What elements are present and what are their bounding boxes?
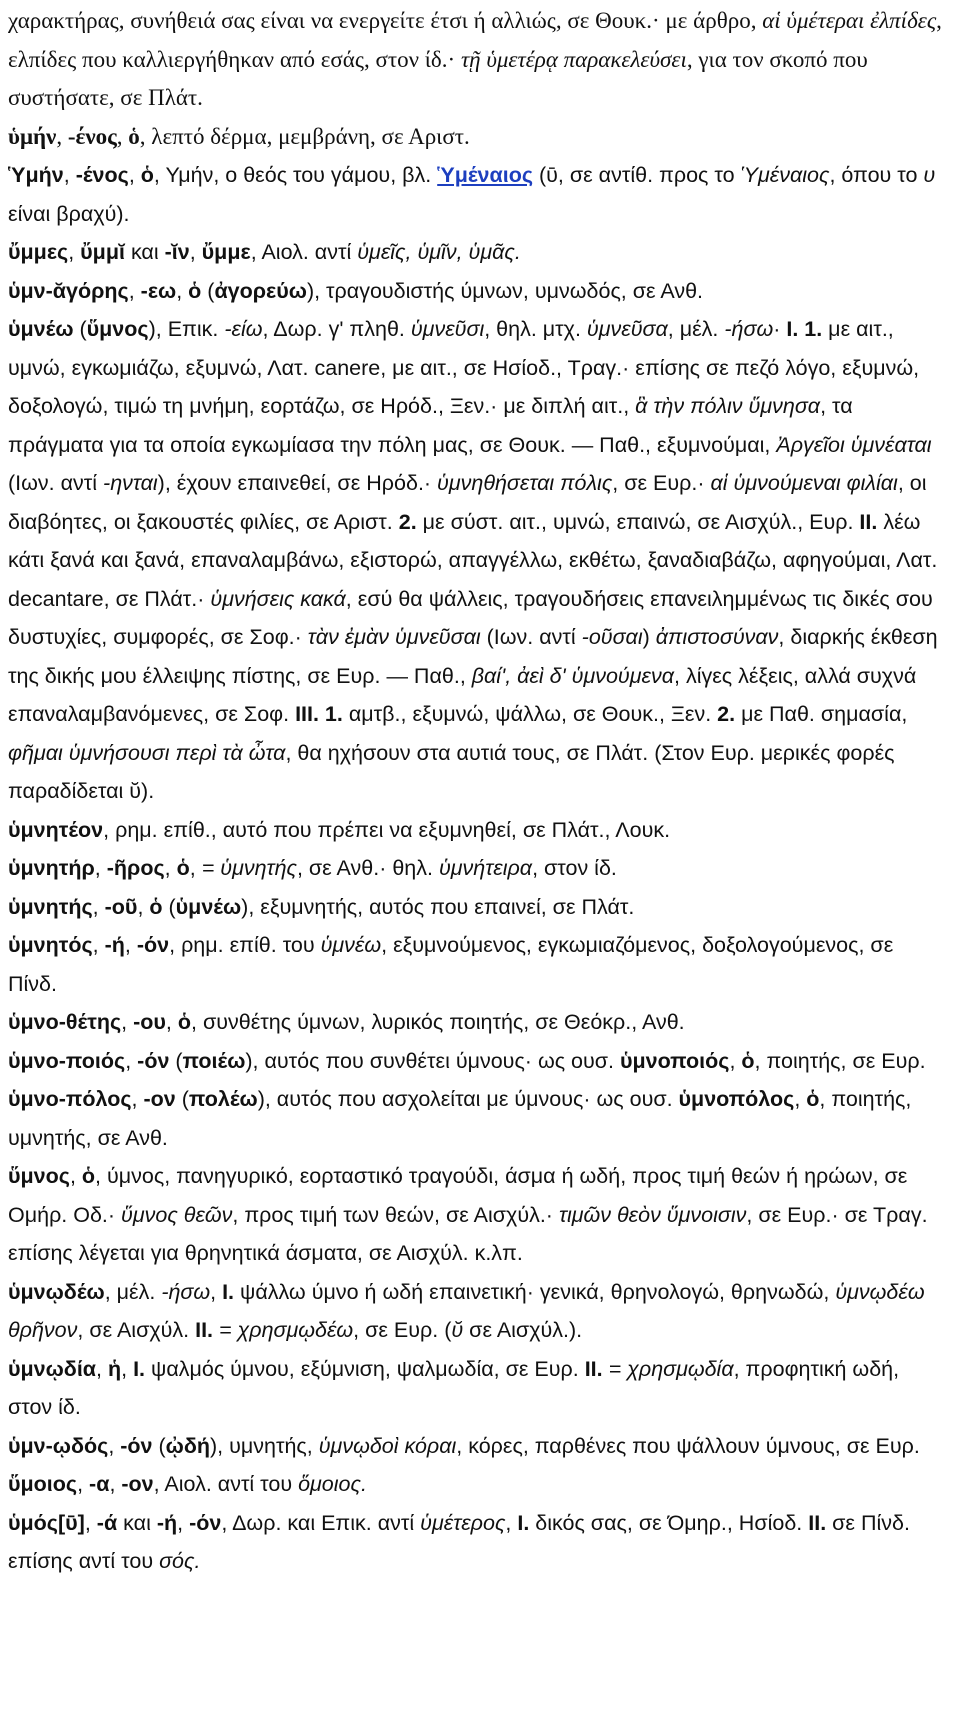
- entry-text: ,: [56, 123, 68, 149]
- entry-text: με Παθ. σημασία,: [735, 702, 908, 726]
- entry-text: , εξυμνούμενος, εγκωμιαζόμενος, δοξολογούμενος, σε Πίνδ.: [8, 933, 894, 996]
- dictionary-entry: [8, 926, 946, 1003]
- entry-text: , κόρες, παρθένες που ψάλλουν ύμνους, σε Ευρ.: [456, 1433, 920, 1458]
- entry-text: με σύστ. αιτ., υμνώ, επαινώ, σε Αισχύλ., Ευρ.: [416, 509, 860, 534]
- dictionary-entry: [8, 118, 946, 157]
- entry-quote: σός.: [159, 1549, 201, 1573]
- entry-text: ,: [131, 1087, 144, 1111]
- entry-text: ,: [77, 1472, 90, 1496]
- entry-text: ,: [121, 1010, 134, 1034]
- entry-text: ), εξυμνητής, αυτός που επαινεί, σε Πλάτ.: [241, 894, 635, 919]
- entry-quote: -ηνται: [103, 471, 158, 495]
- entry-text: , ποιητής, υμνητής, σε Ανθ.: [8, 1087, 912, 1150]
- entry-text: , λίγες λέξεις, αλλά συχνά επαναλαμβανόμενες, σε Σοφ.: [8, 663, 917, 726]
- entry-text: , Αιολ. αντί του: [153, 1472, 299, 1496]
- entry-headword: -όν: [136, 933, 170, 957]
- entry-headword: II.: [808, 1510, 827, 1535]
- entry-text: ,: [189, 240, 202, 264]
- entry-text: (: [152, 1433, 166, 1458]
- entry-text: , στον ίδ.: [532, 856, 617, 880]
- dictionary-entry: [8, 1080, 946, 1157]
- entry-headword: -ον: [121, 1472, 154, 1496]
- entry-quote: ὑμνῳδοὶ κόραι: [318, 1433, 457, 1458]
- entry-quote: υ: [923, 163, 936, 187]
- entry-headword: ὁ: [140, 163, 154, 187]
- entry-text: , σε Ανθ.· θηλ.: [296, 856, 439, 880]
- entry-text: ,: [116, 123, 129, 149]
- entry-headword: ἀγορεύω: [214, 278, 307, 303]
- dictionary-entry: [8, 1003, 946, 1042]
- entry-text: , ρημ. επίθ. του: [169, 933, 321, 957]
- entry-headword: II.: [195, 1318, 214, 1342]
- entry-text: (: [201, 278, 215, 303]
- entry-quote: αἱ ὑμέτεραι ἐλπίδες: [762, 8, 937, 33]
- entry-text: , Αιολ. αντί: [250, 240, 358, 264]
- entry-text: , λεπτό δέρμα, μεμβράνη, σε Αριστ.: [139, 123, 470, 149]
- entry-headword: ὁ: [188, 278, 202, 303]
- dictionary-entry: [8, 156, 946, 233]
- entry-text: , οι διαβόητες, οι ξακουστές φιλίες, σε Αριστ.: [8, 471, 927, 534]
- entry-text: , Δωρ. και Επικ. αντί: [221, 1510, 421, 1535]
- entry-text: σε Πίνδ. επίσης αντί του: [8, 1510, 910, 1573]
- entry-text: , σε Ευρ.·: [612, 471, 711, 495]
- entry-quote: -οῦσαι: [581, 625, 643, 649]
- entry-text: , ρημ. επίθ., αυτό που πρέπει να εξυμνηθεί, σε Πλάτ., Λουκ.: [103, 817, 671, 842]
- entry-text: (ῡ, σε αντίθ. προς το: [533, 163, 741, 187]
- entry-text: ,: [92, 894, 105, 919]
- entry-headword: 2.: [398, 509, 417, 534]
- entry-text: ,: [177, 1510, 190, 1535]
- entry-headword: ᾠδή: [165, 1433, 210, 1458]
- entry-text: ,: [164, 856, 177, 880]
- entry-text: (: [169, 1048, 183, 1073]
- entry-text: (Ιων. αντί: [8, 471, 104, 495]
- entry-headword: II.: [584, 1356, 603, 1381]
- entry-quote: τὰν ἐμὰν ὑμνεῦσαι: [307, 625, 481, 649]
- entry-headword: -όν: [120, 1433, 153, 1458]
- entry-quote: -ήσω: [724, 317, 774, 341]
- entry-quote: ἀπιστοσύναν: [655, 625, 779, 649]
- entry-quote: Ἀργεῖοι ὑμνέαται: [776, 432, 932, 457]
- entry-headword: I.: [517, 1510, 530, 1535]
- entry-headword: -ῆρος: [106, 856, 165, 880]
- entry-headword: ὔμμῐ: [80, 240, 125, 264]
- entry-headword: ποιέω: [182, 1048, 246, 1073]
- entry-headword: ὁ: [806, 1087, 820, 1111]
- entry-quote: ὑμεῖς, ὑμῖν, ὑμᾶς.: [357, 240, 521, 264]
- entry-headword: -ῐν: [164, 240, 190, 264]
- entry-quote: = χρησμῳδέω: [219, 1318, 354, 1342]
- entry-quote: ὑμνηθήσεται πόλις: [437, 471, 613, 495]
- entry-headword: ὑμν-ῳδός: [8, 1433, 109, 1458]
- entry-quote: αἱ ὑμνούμεναι φιλίαι: [710, 471, 898, 495]
- entry-text: ψάλλω ύμνο ή ωδή επαινετική· γενικά, θρηνολογώ, θρηνωδώ,: [234, 1279, 836, 1304]
- entry-headword: -όν: [137, 1048, 170, 1073]
- entry-headword: Ὑμήν: [8, 163, 64, 187]
- entry-headword: -ένος: [75, 163, 129, 187]
- entry-text: , για τον σκοπό που συστήσατε, σε Πλάτ.: [8, 46, 868, 110]
- entry-quote: = ὑμνητής: [201, 856, 297, 880]
- entry-headword: I.: [133, 1356, 146, 1381]
- entry-headword: ὑμνο-πόλος: [8, 1087, 132, 1111]
- entry-headword: ὑμνοποιός: [620, 1048, 730, 1073]
- entry-text: ,: [137, 894, 150, 919]
- entry-text: ψαλμός ύμνου, εξύμνιση, ψαλμωδία, σε Ευρ.: [145, 1356, 585, 1381]
- entry-headword: ὁ: [177, 1010, 192, 1034]
- entry-text: ), αυτός που συνθέτει ύμνους· ως ουσ.: [245, 1048, 620, 1073]
- entry-headword: -ου: [133, 1010, 166, 1034]
- entry-headword: ἡ: [107, 1356, 122, 1381]
- entry-text: ,: [729, 1048, 742, 1073]
- entry-headword: ὑμνοπόλος: [678, 1087, 795, 1111]
- entry-headword: ὑμνητός: [8, 933, 93, 957]
- entry-text: , μέλ.: [104, 1279, 162, 1304]
- entry-text: λέω κάτι ξανά και ξανά, επαναλαμβάνω, εξιστορώ, απαγγέλλω, εκθέτω, ξαναδιαβάζω, αφηγούμαι, Λατ. decantare, σε Πλάτ.·: [8, 509, 938, 611]
- entry-headword: ὁ: [149, 894, 163, 919]
- entry-headword: ὁ: [128, 123, 140, 149]
- entry-headword: ὑμνητήρ: [8, 856, 95, 880]
- entry-text: , σε Ευρ. (: [353, 1318, 452, 1342]
- entry-quote: τιμῶν θεὸν ὕμνοισιν: [558, 1202, 747, 1227]
- entry-headword: -ένος: [67, 123, 117, 149]
- entry-text: αμτβ., εξυμνώ, ψάλλω, σε Θουκ., Ξεν.: [342, 702, 718, 726]
- entry-text: , ύμνος, πανηγυρικό, εορταστικό τραγούδι, άσμα ή ωδή, προς τιμή θεών ή ηρώων, σε Ομήρ. Οδ.·: [8, 1164, 908, 1227]
- entry-text: χαρακτήρας, συνήθειά σας είναι να ενεργείτε έτσι ή αλλιώς, σε Θουκ.· με άρθρο,: [8, 8, 763, 33]
- entry-text: , σε Ευρ.· σε Τραγ. επίσης λέγεται για θρηνητικά άσματα, σε Αισχύλ. κ.λπ.: [8, 1202, 928, 1265]
- entry-headword: ὔμμε: [201, 240, 251, 264]
- entry-headword: ὑμνητής: [8, 894, 93, 919]
- entry-headword: ὑμνο-ποιός: [8, 1048, 126, 1073]
- entry-quote: τῇ ὑμετέρᾳ παρακελεύσει: [460, 46, 687, 72]
- entry-headword: -εω: [140, 278, 177, 303]
- entry-text: ): [642, 625, 656, 649]
- entry-headword: ὑμνητέον: [8, 817, 104, 842]
- entry-text: ,: [94, 856, 107, 880]
- entry-text: ,: [210, 1279, 223, 1304]
- entry-text: ,: [165, 1010, 178, 1034]
- entry-headword: ὑμνέω: [8, 317, 74, 341]
- entry-text: , προφητική ωδή, στον ίδ.: [8, 1356, 900, 1419]
- entry-quote: -είω: [224, 317, 263, 341]
- dictionary-entry: [8, 1042, 946, 1081]
- entry-text: ,: [125, 1048, 138, 1073]
- entry-headword: -όν: [189, 1510, 222, 1535]
- entry-text: ,: [124, 933, 137, 957]
- entry-headword: ὁ: [741, 1048, 755, 1073]
- entry-text: , θηλ. μτχ.: [484, 317, 587, 341]
- entry-headword: 2.: [717, 702, 736, 726]
- dictionary-entry: [8, 233, 946, 272]
- entry-text: ,: [63, 163, 76, 187]
- entry-text: ,: [109, 1472, 122, 1496]
- entry-headword: ὑμν-ᾰγόρης: [8, 278, 129, 303]
- entry-text: είναι βραχύ).: [8, 201, 130, 226]
- dictionary-entry: [8, 1157, 946, 1273]
- dictionary-entry: [8, 1504, 946, 1581]
- entry-headword: II.: [859, 509, 878, 534]
- entry-headword: ὑμνο-θέτης: [8, 1010, 122, 1034]
- dictionary-entry: [8, 310, 946, 811]
- entry-headword: ὑμός[ῡ]: [8, 1510, 85, 1535]
- entry-text: , μέλ.: [667, 317, 725, 341]
- entry-quote: = χρησμῳδία: [608, 1356, 734, 1381]
- entry-text: ), αυτός που ασχολείται με ύμνους· ως ουσ.: [257, 1087, 679, 1111]
- entry-text: ,: [96, 1356, 108, 1381]
- entry-text: σε Αισχύλ.).: [463, 1318, 583, 1342]
- entry-headword: ὑμνῳδέω: [8, 1279, 105, 1304]
- entry-text: , εσύ θα ψάλλεις, τραγουδήσεις επανειλημμένως τις δικές σου δυστυχίες, συμφορές, σε Σοφ.·: [8, 586, 933, 649]
- entry-headword: -α: [89, 1472, 110, 1496]
- entry-quote: βαί', ἀεὶ δ' ὑμνούμενα: [471, 663, 674, 688]
- entry-headword: -ή: [156, 1510, 178, 1535]
- entry-text: , διαρκής έκθεση της δικής μου έλλειψης πίστης, σε Ευρ. — Παθ.,: [8, 625, 938, 688]
- entry-text: ), υμνητής,: [210, 1433, 319, 1458]
- entry-headword: πολέω: [188, 1087, 258, 1111]
- entry-text: , Υμήν, ο θεός του γάμου, βλ.: [153, 163, 438, 187]
- entry-headword: ὕμνος: [8, 1164, 70, 1188]
- dictionary-entry: [8, 849, 946, 888]
- entry-text: , τα πράγματα για τα οποία εγκωμίασα την πόλη μας, σε Θουκ. — Παθ., εξυμνούμαι,: [8, 394, 853, 457]
- entry-quote: ἃ τὴν πόλιν ὕμνησα: [635, 394, 821, 418]
- dictionary-entry: [8, 272, 946, 311]
- entry-text: με αιτ., υμνώ, εγκωμιάζω, εξυμνώ, Λατ. canere, με αιτ., σε Ησίοδ., Τραγ.· επίσης σε πεζό λόγο, εξυμνώ, δοξολογώ, τιμώ τη μνήμη, εορτάζω, σε Ηρόδ., Ξεν.· με διπλή αιτ.,: [8, 317, 920, 418]
- entry-headword: ὔμμες: [8, 240, 69, 264]
- entry-headword: III. 1.: [295, 702, 343, 726]
- entry-headword: ὑμνῳδία: [8, 1356, 97, 1381]
- entry-text: , όπου το: [829, 163, 924, 187]
- entry-text: ,: [84, 1510, 97, 1535]
- entry-text: δικός σας, σε Όμηρ., Ησίοδ.: [529, 1510, 809, 1535]
- entry-text: ,: [176, 278, 189, 303]
- entry-headword: ὁ: [176, 856, 190, 880]
- entry-quote: ὕμνος θεῶν: [121, 1202, 233, 1227]
- entry-quote: ὑμνέω: [320, 933, 382, 957]
- entry-text: (: [175, 1087, 189, 1111]
- entry-text: ,: [505, 1510, 518, 1535]
- entry-headword: -ή: [104, 933, 125, 957]
- entry-text: , ποιητής, σε Ευρ.: [754, 1048, 926, 1073]
- entry-headword: ὕμοιος: [8, 1472, 78, 1496]
- entry-headword: I.: [222, 1279, 235, 1304]
- entry-headword: ὕμνος: [86, 317, 149, 341]
- entry-text: , συνθέτης ύμνων, λυρικός ποιητής, σε Θεόκρ., Ανθ.: [191, 1010, 685, 1034]
- entry-headword: ὑμνέω: [175, 894, 242, 919]
- entry-headword: -οῦ: [104, 894, 138, 919]
- entry-quote: φῆμαι ὑμνήσουσι περὶ τὰ ὦτα: [8, 740, 286, 765]
- entry-text: (Ιων. αντί: [480, 625, 582, 649]
- entry-text: ), έχουν επαινεθεί, σε Ηρόδ.·: [157, 471, 438, 495]
- entry-text: ,: [108, 1433, 121, 1458]
- entry-headword: I. 1.: [786, 317, 823, 341]
- entry-headword: -ον: [143, 1087, 176, 1111]
- entry-quote: ὑμνήτειρα: [438, 856, 533, 880]
- dictionary-entry: [8, 1350, 946, 1427]
- entry-text: , προς τιμή των θεών, σε Αισχύλ.·: [232, 1202, 559, 1227]
- entry-text: (: [162, 894, 176, 919]
- entry-quote: ὑμέτερος: [420, 1510, 506, 1535]
- entry-quote: ὑμνῳδέω θρῆνον: [8, 1279, 925, 1342]
- entry-text: ,: [128, 163, 141, 187]
- entry-quote: Ὑμέναιος: [740, 163, 830, 187]
- cross-reference-link[interactable]: Ὑμέναιος: [437, 163, 534, 187]
- entry-quote: ὑμνήσεις κακά: [210, 586, 346, 611]
- dictionary-entry: [8, 1465, 946, 1504]
- dictionary-entry: [8, 888, 946, 927]
- entry-headword: ὑμήν: [8, 123, 57, 149]
- entry-text: , ελπίδες που καλλιεργήθηκαν από εσάς, στον ίδ.·: [8, 8, 942, 72]
- entry-headword: -ά: [96, 1510, 118, 1535]
- entry-text: ,: [68, 240, 81, 264]
- entry-text: ,: [794, 1087, 807, 1111]
- entry-text: ,: [121, 1356, 134, 1381]
- entry-quote: ὑμνεῦσι: [410, 317, 485, 341]
- dictionary-entry: [8, 1427, 946, 1466]
- entry-quote: ὅμοιος.: [298, 1472, 367, 1496]
- entry-text: ,: [189, 856, 202, 880]
- entry-quote: -ήσω: [161, 1279, 211, 1304]
- entry-text: , θα ηχήσουν στα αυτιά τους, σε Πλάτ. (Στον Ευρ. μερικές φορές παραδίδεται ῠ).: [8, 740, 895, 803]
- dictionary-entry: [8, 2, 946, 118]
- entry-quote: ῠ: [451, 1318, 464, 1342]
- dictionary-entry: [8, 1273, 946, 1350]
- entry-text: και: [117, 1510, 157, 1535]
- entry-text: ,: [128, 278, 141, 303]
- entry-quote: ὑμνεῦσα: [586, 317, 668, 341]
- entry-text: ,: [92, 933, 105, 957]
- entry-text: ), Επικ.: [148, 317, 225, 341]
- entry-text: , σε Αισχύλ.: [77, 1318, 196, 1342]
- entry-text: ·: [773, 317, 787, 341]
- entry-text: και: [124, 240, 165, 264]
- entry-text: ,: [69, 1164, 82, 1188]
- entry-text: (: [73, 317, 87, 341]
- entry-text: , Δωρ. γ' πληθ.: [262, 317, 411, 341]
- entry-text: ), τραγουδιστής ύμνων, υμνωδός, σε Ανθ.: [306, 278, 704, 303]
- entry-headword: ὁ: [81, 1164, 96, 1188]
- dictionary-entry: [8, 811, 946, 850]
